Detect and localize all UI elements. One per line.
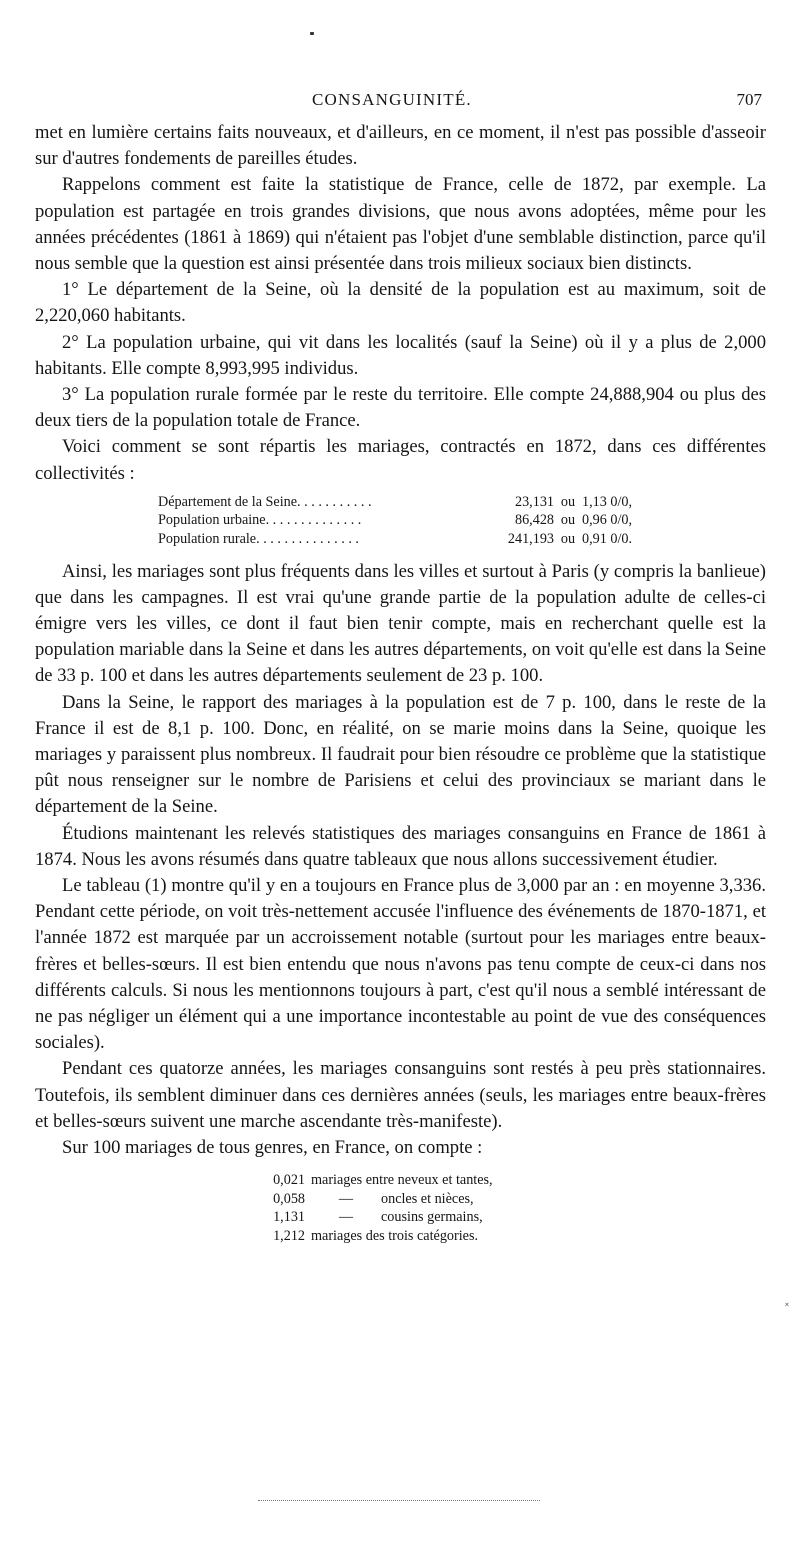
ratio-label: oncles et nièces, [381, 1190, 474, 1207]
ratio-value: 1,212 [273, 1228, 305, 1245]
ratio-value: 0,021 [273, 1172, 305, 1189]
margin-mark: ˟ [785, 1302, 789, 1313]
ditto-dash: — [338, 1190, 354, 1207]
paragraph: Étudions maintenant les relevés statistiques des mariages consanguins en France de 1861 à 1874. Nous les avons résumés dans quatre tableaux que nous allons successivement étudier. [35, 822, 766, 870]
row-separator: ou [560, 493, 576, 510]
row-label: Population urbaine. . . . . . . . . . . . . . [158, 512, 362, 529]
row-percent: 1,13 0/0, [582, 493, 633, 510]
paragraph: Dans la Seine, le rapport des mariages à la population est de 7 p. 100, dans le reste de la France il est de 8,1 p. 100. Donc, en réalité, on se marie moins dans la Seine, quoique les mariages y paraissent plus nombreux. Il faudrait pour bien résoudre ce problème que la statistique pût nous renseigner sur le nombre de Parisiens et celui des provinciaux se mariant dans le département de la Seine. [35, 691, 766, 818]
running-header [0, 90, 800, 114]
table-row [35, 530, 766, 549]
marriage-distribution-table [35, 493, 766, 549]
ratio-value: 1,131 [273, 1209, 305, 1226]
table-row [35, 493, 766, 512]
paragraph: met en lumière certains faits nouveaux, et d'ailleurs, en ce moment, il n'est pas possible d'asseoir sur d'autres fondements de pareilles études. [35, 122, 766, 170]
table-row [257, 1171, 766, 1190]
row-percent: 0,96 0/0, [582, 512, 633, 529]
paragraph: Rappelons comment est faite la statistique de France, celle de 1872, par exemple. La population est partagée en trois grandes divisions, que nous avons adoptées, même pour les années précédentes (1861 à 1869) qui n'étaient pas l'objet d'une semblable distinction, parce qu'il nous semble que la question est ainsi présentée dans trois milieux sociaux bien distincts. [35, 174, 766, 275]
table-row [257, 1208, 766, 1227]
ratio-label: cousins germains, [381, 1209, 483, 1226]
paragraph: Voici comment se sont répartis les mariages, contractés en 1872, dans ces différentes collectivités : [35, 436, 766, 484]
body-text [35, 120, 766, 1246]
row-label: Population rurale. . . . . . . . . . . . . . . [158, 531, 359, 548]
row-value: 23,131 [514, 493, 554, 510]
paragraph: Pendant ces quatorze années, les mariages consanguins sont restés à peu près stationnaires. Toutefois, ils semblent diminuer dans ces dernières années (seuls, les mariages entre beaux-frères et belles-sœurs suivent une marche ascendante très-manifeste). [35, 1058, 766, 1132]
print-speck [310, 32, 314, 35]
table-row [35, 511, 766, 530]
page-number: 707 [736, 90, 762, 109]
table-row [257, 1190, 766, 1209]
ditto-dash: — [338, 1209, 354, 1226]
row-separator: ou [560, 531, 576, 548]
row-value: 241,193 [507, 531, 554, 548]
paragraph: 2° La population urbaine, qui vit dans les localités (sauf la Seine) où il y a plus de 2,000 habitants. Elle compte 8,993,995 individus. [35, 331, 766, 379]
ratio-value: 0,058 [273, 1190, 305, 1207]
row-value: 86,428 [514, 512, 554, 529]
row-percent: 0,91 0/0. [582, 531, 633, 548]
row-separator: ou [560, 512, 576, 529]
ratio-label: mariages des trois catégories. [311, 1228, 479, 1245]
ratio-label: mariages entre neveux et tantes, [311, 1172, 493, 1189]
paragraph: Ainsi, les mariages sont plus fréquents dans les villes et surtout à Paris (y compris la banlieue) que dans les campagnes. Il est vrai qu'une grande partie de la population adulte de celles-ci émigre vers les villes, ce dont il faut bien tenir compte, mais en recherchant quelle est la population mariable dans la Seine et dans les autres départements, on voit qu'elle est dans la Seine de 33 p. 100 et dans les autres départements seulement de 23 p. 100. [35, 560, 766, 687]
paragraph: Le tableau (1) montre qu'il y en a toujours en France plus de 3,000 par an : en moyenne 3,336. Pendant cette période, on voit très-nettement accusée l'influence des événements de 1870-1871, et l'année 1872 est marquée par un accroissement notable (surtout pour les mariages entre beaux-frères et belles-sœurs. Il est bien entendu que nous n'avons pas tenu compte de ceux-ci dans nos différents calculs. Si nous les mentionnons toujours à part, c'est qu'il nous a semblé intéressant de ne pas négliger un élément qui a une importance incontestable au point de vue des conséquences sociales). [35, 875, 766, 1054]
running-title: CONSANGUINITÉ. [312, 90, 472, 109]
footer-rule [258, 1500, 540, 1503]
table-row [257, 1227, 766, 1246]
row-label: Département de la Seine. . . . . . . . . . . [158, 493, 372, 510]
paragraph: Sur 100 mariages de tous genres, en France, on compte : [62, 1137, 483, 1159]
paragraph: 3° La population rurale formée par le reste du territoire. Elle compte 24,888,904 ou plus des deux tiers de la population totale de France. [35, 384, 766, 432]
paragraph: 1° Le département de la Seine, où la densité de la population est au maximum, soit de 2,220,060 habitants. [35, 279, 766, 327]
consanguinity-ratio-table [35, 1171, 766, 1245]
